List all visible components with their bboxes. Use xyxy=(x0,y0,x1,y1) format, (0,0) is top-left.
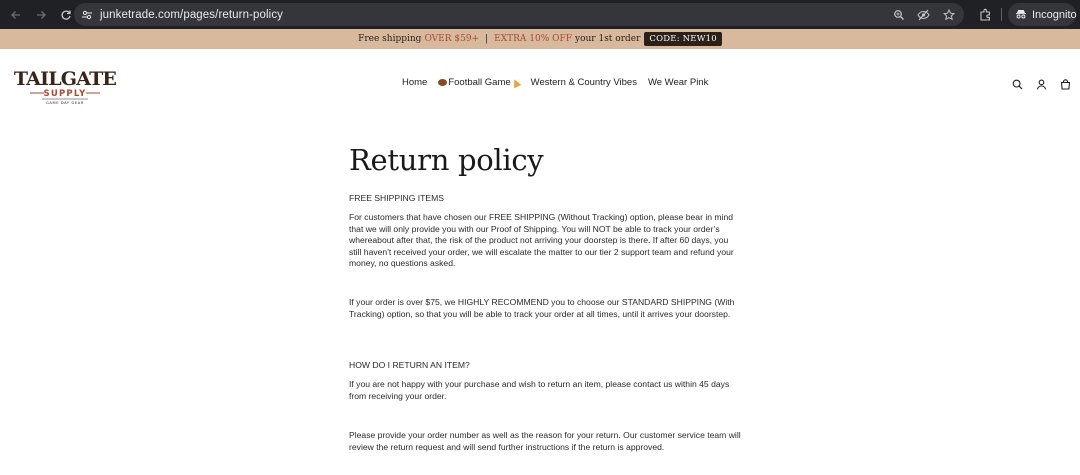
search-icon[interactable] xyxy=(1010,77,1024,91)
nav-we-wear-pink-label: We Wear Pink xyxy=(647,77,709,88)
announcement-highlight-shipping: OVER $59+ xyxy=(424,34,480,44)
nav-we-wear-pink[interactable] xyxy=(648,77,708,88)
nav-home-label: Home xyxy=(402,77,428,88)
announcement-text: Free shipping xyxy=(358,34,422,44)
announcement-text-order: your 1st order xyxy=(575,34,641,44)
main-navigation xyxy=(402,77,708,88)
reload-icon[interactable] xyxy=(57,6,75,24)
address-bar[interactable] xyxy=(74,3,964,26)
football-icon xyxy=(438,79,447,86)
party-popper-icon xyxy=(510,77,521,88)
paragraph-standard-shipping: If your order is over $75, we HIGHLY RECOMMEND you to choose our STANDARD SHIPPING (With Tracking) option, so that you will be able to track your order at all times, until it arrives your doorstep. xyxy=(349,297,735,319)
site-info-icon[interactable] xyxy=(79,7,95,23)
discount-code-badge: CODE: NEW10 xyxy=(644,32,721,46)
paragraph-return-contact: If you are not happy with your purchase and wish to return an item, please contact us within 45 days from receiving your order. xyxy=(349,379,730,401)
paragraph-return-process: Please provide your order number as well as the reason for your return. Our customer service team will review the return request and will send further instructions if the return is approved. xyxy=(349,430,741,452)
paragraph-free-shipping: For customers that have chosen our FREE SHIPPING (Without Tracking) option, please bear in mind that we will only provide you with our Proof of Shipping. You will NOT be able to track your order’s whereabout after that, the risk of the product not arriving your doorstep is there. If after 60 days, you still haven't received your order, we will escalate the matter to our tier 2 support team and refund your money, no questions asked. xyxy=(349,212,734,269)
account-icon[interactable] xyxy=(1034,77,1048,91)
extensions-icon[interactable] xyxy=(976,5,995,24)
logo-tagline: GAME DAY GEAR xyxy=(46,101,84,105)
bookmark-star-icon[interactable] xyxy=(939,5,958,24)
announcement-highlight-discount: EXTRA 10% OFF xyxy=(494,34,572,44)
page-title: Return policy xyxy=(349,143,544,177)
browser-toolbar xyxy=(0,0,1080,29)
nav-western-country[interactable] xyxy=(531,77,637,88)
toolbar-divider xyxy=(1001,8,1002,21)
incognito-badge[interactable] xyxy=(1008,3,1076,26)
nav-western-country-label: Western & Country Vibes xyxy=(530,77,637,88)
policy-content xyxy=(349,140,741,452)
incognito-label: Incognito xyxy=(1032,8,1077,21)
logo-line1: TAILGATE xyxy=(13,68,117,90)
section-heading-return-item: HOW DO I RETURN AN ITEM? xyxy=(349,360,470,370)
announcement-separator: | xyxy=(485,34,489,44)
nav-football-game-label: Football Game xyxy=(448,77,511,88)
nav-home[interactable] xyxy=(402,77,427,88)
zoom-icon[interactable] xyxy=(889,5,908,24)
site-header xyxy=(0,49,1080,119)
url-text[interactable]: junketrade.com/pages/return-policy xyxy=(100,8,284,21)
incognito-icon xyxy=(1015,5,1027,24)
cart-icon[interactable] xyxy=(1058,77,1072,91)
announcement-bar xyxy=(0,29,1080,49)
back-icon[interactable] xyxy=(7,6,25,24)
forward-icon[interactable] xyxy=(32,6,50,24)
logo-line2: SUPPLY xyxy=(43,89,87,99)
section-heading-free-shipping: FREE SHIPPING ITEMS xyxy=(349,193,445,203)
tracking-protection-icon[interactable] xyxy=(914,5,933,24)
header-actions xyxy=(1010,77,1072,91)
nav-football-game[interactable] xyxy=(438,77,519,88)
tailgate-supply-logo[interactable] xyxy=(13,64,117,106)
